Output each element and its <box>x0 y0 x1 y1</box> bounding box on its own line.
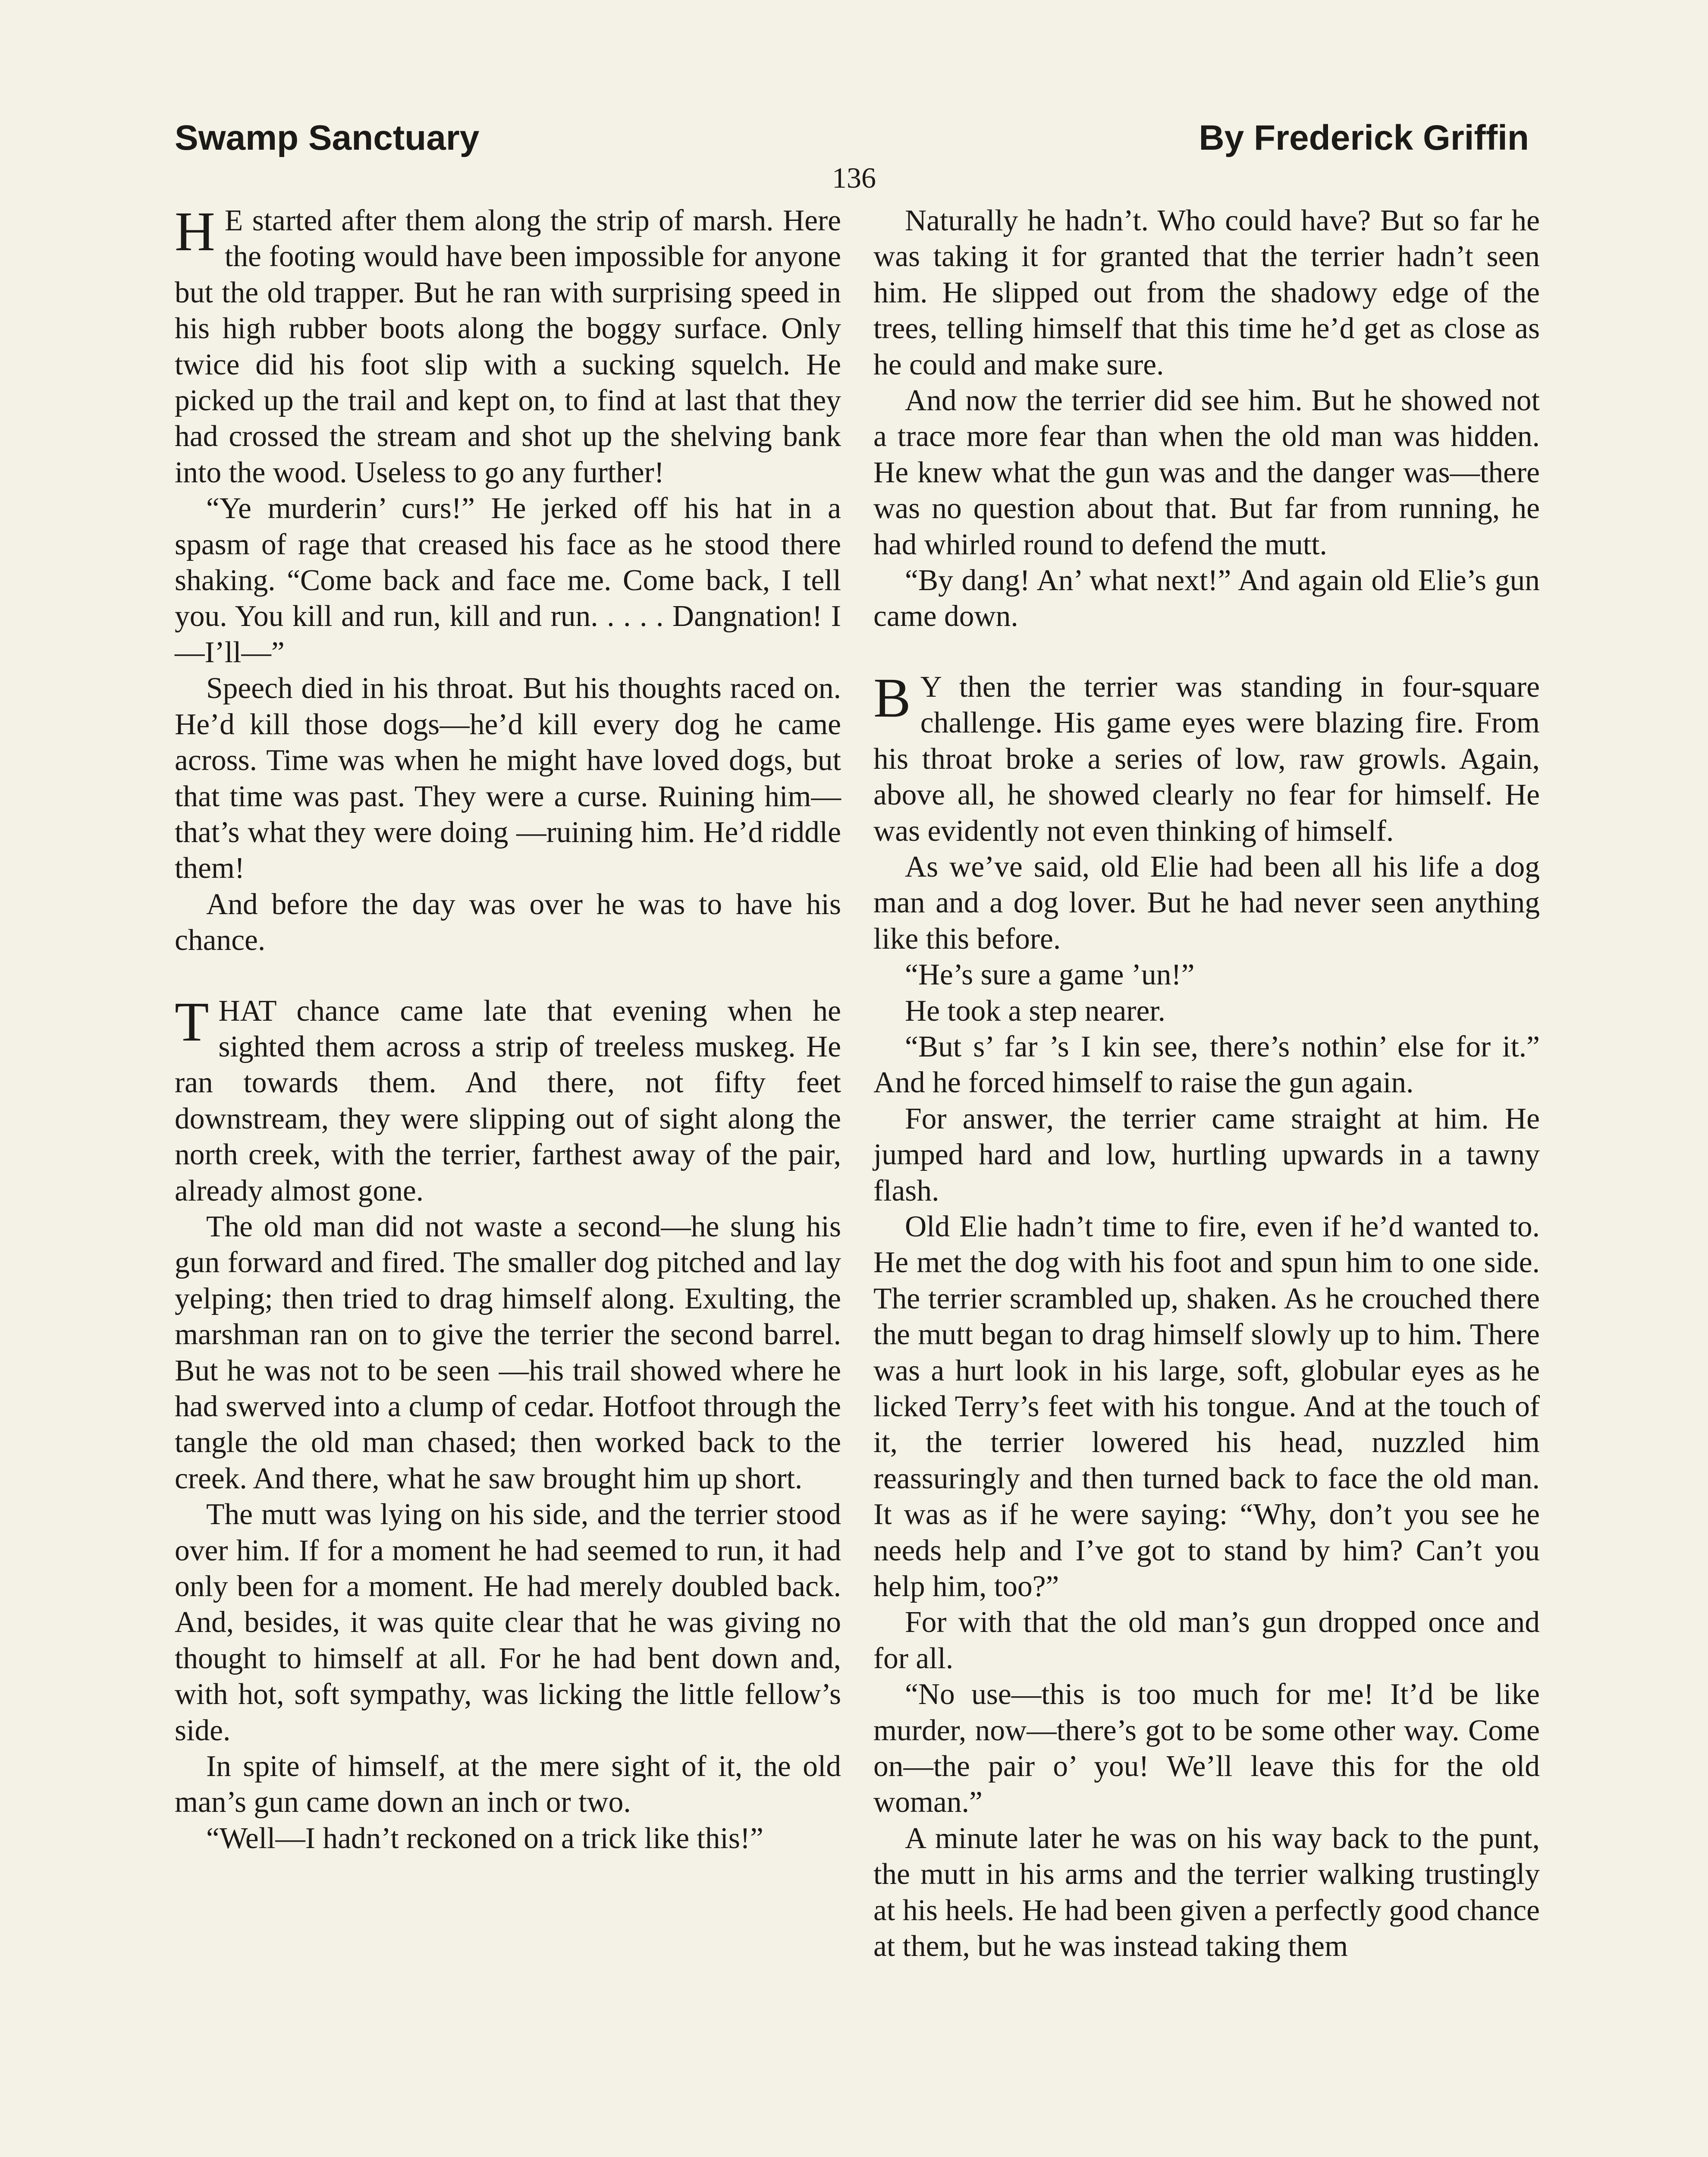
paragraph: Naturally he hadn’t. Who could have? But so far he was taking it for granted that the terrier hadn’t seen him. He slipped out from the shadowy edge of the trees, telling himself that this time he’d get as close as he could and make sure. <box>873 204 1540 381</box>
paragraph: “Ye murderin’ curs!” He jerked off his hat in a spasm of rage that creased his face as he stood there shaking. “Come back and face me. Come back, I tell you. You kill and run, kill and run. . . . . Dangnation! I—I’ll—” <box>175 492 841 669</box>
paragraph: The old man did not waste a second—he slung his gun forward and fired. The smaller dog pitched and lay yelping; then tried to drag himself along. Exulting, the marshman ran on to give the terrier the second barrel. But he was not to be seen —his trail showed where he had swerved into a clump of cedar. Hotfoot through the tangle the old man chased; then worked back to the creek. And there, what he saw brought him up short. <box>175 1210 841 1495</box>
paragraph-text: Y then the terrier was standing in four-square challenge. His game eyes were blazing fire. From his throat broke a series of low, raw growls. Again, above all, he showed clearly no fear for himself. He was evidently not even thinking of himself. <box>873 670 1540 848</box>
paragraph: “He’s sure a game ’un!” <box>904 958 1195 992</box>
paragraph: In spite of himself, at the mere sight of it, the old man’s gun came down an inch or two. <box>175 1750 841 1819</box>
drop-cap: H <box>175 201 215 263</box>
paragraph: “No use—this is too much for me! It’d be like murder, now—there’s got to be some other way. Come on—the pair o’ you! We’ll leave this for the old woman.” <box>873 1678 1540 1819</box>
paragraph: As we’ve said, old Elie had been all his life a dog man and a dog lover. But he had never seen anything like this before. <box>873 850 1540 956</box>
paragraph-text: E started after them along the strip of marsh. Here the footing would have been impossible for anyone but the old trapper. But he ran with surprising speed in his high rubber boots along the boggy surface. Only twice did his foot slip with a sucking squelch. He picked up the trail and kept on, to find at last that they had crossed the stream and shot up the shelving bank into the wood. Useless to go any further! <box>175 204 841 489</box>
paragraph: For answer, the terrier came straight at him. He jumped hard and low, hurtling upwards in a tawny flash. <box>873 1102 1540 1207</box>
paragraph: And before the day was over he was to have his chance. <box>175 887 841 957</box>
drop-cap: T <box>175 990 209 1053</box>
paragraph: “Well—I hadn’t reckoned on a trick like this!” <box>206 1821 763 1855</box>
paragraph: And now the terrier did see him. But he showed not a trace more fear than when the old man was hidden. He knew what the gun was and the danger was—there was no question about that. But far from running, he had whirled round to defend the mutt. <box>873 384 1540 561</box>
paragraph: “By dang! An’ what next!” And again old Elie’s gun came down. <box>873 564 1540 633</box>
paragraph: A minute later he was on his way back to the punt, the mutt in his arms and the terrier walking trustingly at his heels. He had been given a perfectly good chance at them, but he was instead taking them <box>873 1821 1540 1963</box>
paragraph <box>873 669 1540 849</box>
paragraph <box>175 203 841 491</box>
paragraph: The mutt was lying on his side, and the terrier stood over him. If for a moment he had seemed to run, it had only been for a moment. He had merely doubled back. And, besides, it was quite clear that he was giving no thought to himself at all. For he had bent down and, with hot, soft sympathy, was licking the little fellow’s side. <box>175 1498 841 1747</box>
paragraph: Old Elie hadn’t time to fire, even if he’d wanted to. He met the dog with his foot and spun him to one side. The terrier scrambled up, shaken. As he crouched there the mutt began to drag himself slowly up to him. There was a hurt look in his large, soft, globular eyes as he licked Terry’s feet with his tongue. And at the touch of it, the terrier lowered his head, nuzzled him reassuringly and then turned back to face the old man. It was as if he were saying: “Why, don’t you see he needs help and I’ve got to stand by him? Can’t you help him, too?” <box>873 1210 1540 1604</box>
left-column <box>175 203 841 1856</box>
right-column <box>873 203 1540 1965</box>
paragraph-text: HAT chance came late that evening when he sighted them across a strip of treeless muskeg. He ran towards them. And there, not fifty feet downstream, they were slipping out of sight along the north creek, with the terrier, farthest away of the pair, already almost gone. <box>175 994 841 1207</box>
paragraph <box>175 990 841 1209</box>
paragraph: “But s’ far ’s I kin see, there’s nothin’ else for it.” And he forced himself to raise the gun again. <box>873 1030 1540 1100</box>
paragraph: He took a step nearer. <box>904 994 1165 1028</box>
story-title: Swamp Sanctuary <box>175 118 480 157</box>
paragraph: For with that the old man’s gun dropped once and for all. <box>873 1606 1540 1675</box>
paragraph: Speech died in his throat. But his thoughts raced on. He’d kill those dogs—he’d kill every dog he came across. Time was when he might have loved dogs, but that time was past. They were a curse. Ruining him—that’s what they were doing —ruining him. He’d riddle them! <box>175 672 841 885</box>
drop-cap: B <box>873 667 911 729</box>
author-byline: By Frederick Griffin <box>1199 118 1529 157</box>
page-number: 136 <box>832 161 876 194</box>
